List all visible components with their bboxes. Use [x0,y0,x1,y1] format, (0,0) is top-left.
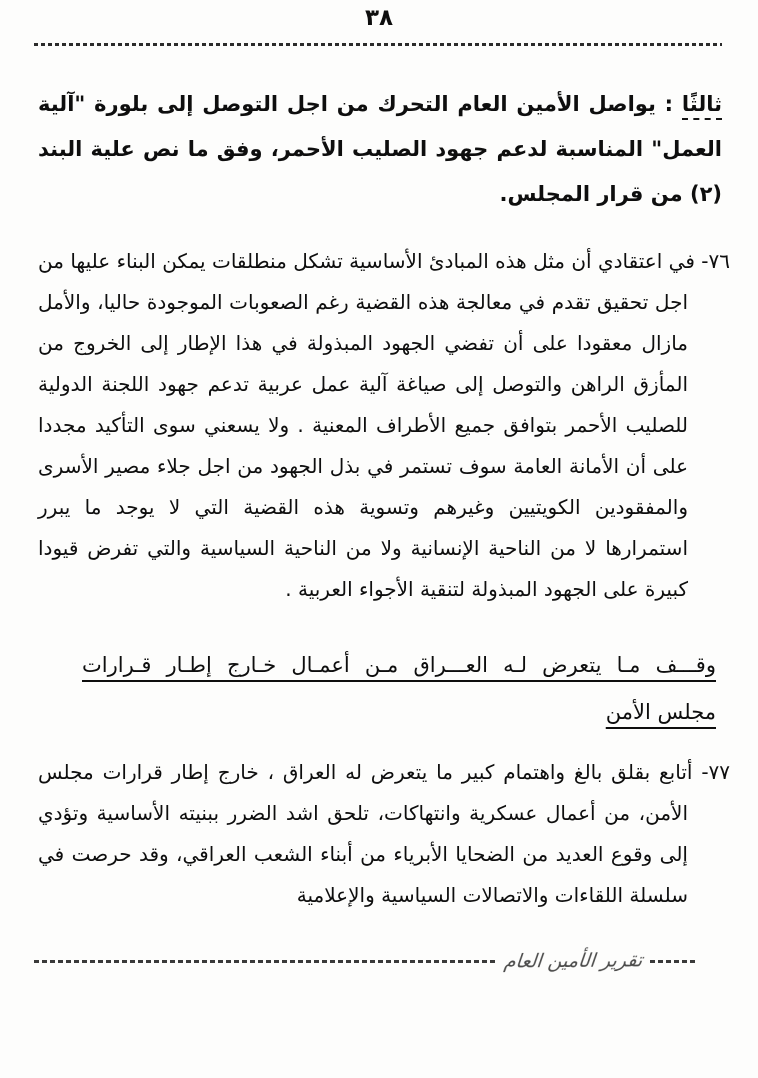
page-content [0,82,758,916]
section-heading-line2 [82,688,716,736]
section-heading-line1 [82,642,716,688]
footer [34,950,696,972]
footer-dash-long [34,960,496,963]
section-heading-line1-text: وقـــف مـا يتعرض لـه العـــراق مـن أعمـال خـارج إطـار قـرارات [82,653,716,677]
top-divider-rule [34,43,722,46]
footer-stamp-text: تقرير الأمين العام [502,949,644,973]
intro-text: يواصل الأمين العام التحرك من اجل التوصل إلى بلورة "آلية العمل" المناسبة لدعم جهود الصليب الأحمر، وفق ما نص علية البند (٢) من قرار المجلس. [38,92,722,206]
intro-heading-paragraph [38,82,722,217]
footer-dash-short [650,960,696,963]
section-heading-line2-text: مجلس الأمن [605,700,716,724]
paragraph-77-number: ٧٧- [701,760,731,784]
page-number: ٣٨ [364,5,394,31]
paragraph-77-text: أتابع بقلق بالغ واهتمام كبير ما يتعرض له العراق ، خارج إطار قرارات مجلس الأمن، من أعمال عسكرية وانتهاكات، تلحق اشد الضرر ببنيته الأساسية وتؤدي إلى وقوع العديد من الضحايا الأبرياء من أبناء الشعب العراقي، وقد حرصت في سلسلة اللقاءات والاتصالات السياسية والإعلامية [38,760,693,907]
intro-label: ثالثًا [682,92,722,120]
paragraph-77 [38,752,730,916]
paragraph-76-number: ٧٦- [701,249,730,273]
paragraph-76-text: في اعتقادي أن مثل هذه المبادئ الأساسية تشكل منطلقات يمكن البناء عليها من اجل تحقيق تقدم في معالجة هذه القضية رغم الصعوبات الموجودة حاليا، والأمل مازال معقودا على أن تفضي الجهود المبذولة في هذا الإطار إلى الخروج من المأزق الراهن والتوصل إلى صياغة آلية عمل عربية تدعم جهود اللجنة الدولية للصليب الأحمر بتوافق جميع الأطراف المعنية . ولا يسعني سوى التأكيد مجددا على أن الأمانة العامة سوف تستمر في بذل الجهود من اجل جلاء مصير الأسرى والمفقودين الكويتيين وغيرهم وتسوية هذه القضية التي لا يوجد ما يبرر استمرارها لا من الناحية الإنسانية ولا من الناحية السياسية والتي تفرض قيودا كبيرة على الجهود المبذولة لتنقية الأجواء العربية . [38,249,695,601]
paragraph-76 [38,241,730,610]
section-heading [82,642,716,736]
intro-separator: : [655,92,682,116]
